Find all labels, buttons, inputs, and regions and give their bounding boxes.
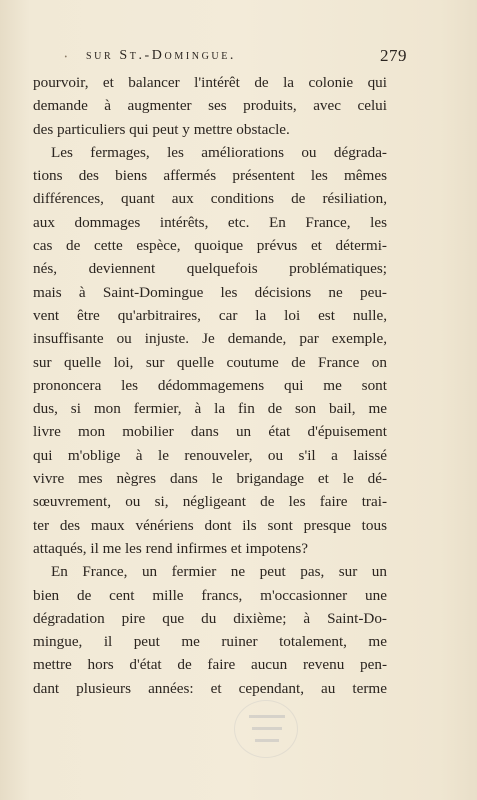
page-header <box>62 48 407 70</box>
text-line: mettre hors d'état de faire aucun revenu pen- <box>33 656 387 674</box>
text-line: Les fermages, les améliorations ou dégrada- <box>51 143 387 161</box>
text-line: cas de cette espèce, quoique prévus et détermi- <box>33 237 387 255</box>
text-line: attaqués, il me les rend infirmes et impotens? <box>33 539 308 557</box>
text-line: sœuvrement, ou si, négligeant de les faire trai- <box>33 493 387 511</box>
text-line: mais à Saint-Domingue les décisions ne peu- <box>33 283 387 301</box>
text-line: prononcera les dédommagemens qui me sont <box>33 376 387 394</box>
text-line: ter des maux vénériens dont ils sont presque tous <box>33 516 387 534</box>
text-line: bien de cent mille francs, m'occasionner une <box>33 586 387 604</box>
text-line: pourvoir, et balancer l'intérêt de la colonie qui <box>33 74 387 91</box>
text-line: livre mon mobilier dans un état d'épuisement <box>33 423 387 441</box>
text-line: vent être qu'arbitraires, car la loi est nulle, <box>33 306 387 324</box>
stamp-mark <box>252 727 282 730</box>
body-text <box>33 71 387 700</box>
text-line: nés, deviennent quelquefois problématiques; <box>33 260 387 278</box>
running-head: sur St.-Domingue. <box>86 48 237 63</box>
page-number: 279 <box>380 46 407 65</box>
text-line: aux dommages intérêts, etc. En France, les <box>33 213 387 231</box>
text-line: tions des biens affermés présentent les mêmes <box>33 167 387 185</box>
ornament-mark: • <box>64 54 68 61</box>
stamp-mark <box>255 739 279 742</box>
text-line: sur quelle loi, sur quelle coutume de France on <box>33 353 387 371</box>
text-line: vivre mes nègres dans le brigandage et le dé- <box>33 470 387 488</box>
text-line: dégradation pire que du dixième; à Saint-Do- <box>33 609 387 627</box>
text-line: dus, si mon fermier, à la fin de son bail, me <box>33 400 387 418</box>
text-line: des particuliers qui peut y mettre obstacle. <box>33 120 290 138</box>
text-line: demande à augmenter ses produits, avec celui <box>33 97 387 115</box>
text-line: En France, un fermier ne peut pas, sur un <box>51 563 387 581</box>
text-line: qui m'oblige à le renouveler, ou s'il a laissé <box>33 446 387 464</box>
library-stamp <box>234 700 298 758</box>
stamp-mark <box>249 715 285 718</box>
text-line: mingue, il peut me ruiner totalement, me <box>33 633 387 651</box>
text-line: insuffisante ou injuste. Je demande, par exemple, <box>33 330 387 348</box>
text-line: différences, quant aux conditions de résiliation, <box>33 190 387 208</box>
text-line: dant plusieurs années: et cependant, au terme <box>33 679 387 697</box>
